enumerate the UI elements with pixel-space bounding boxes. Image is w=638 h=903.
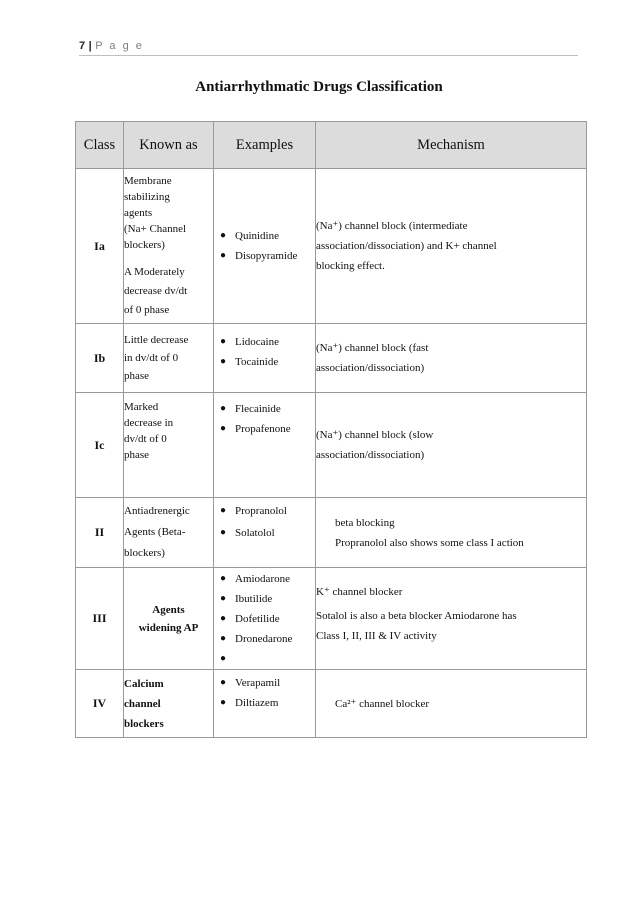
table-row (76, 393, 587, 498)
bullet-icon: ● (220, 230, 227, 241)
header-known-as: Known as (124, 122, 214, 169)
page-number: 7 (79, 40, 86, 52)
header-class: Class (76, 122, 124, 169)
page-label: P a g e (95, 40, 144, 52)
known-as-line: phase (124, 370, 150, 382)
bullet-icon: ● (220, 697, 227, 708)
examples-cell (214, 324, 316, 393)
mechanism-line: (Na⁺) channel block (slow (316, 429, 434, 441)
bullet-icon: ● (220, 677, 227, 688)
known-as-cell (124, 169, 214, 324)
header-examples: Examples (214, 122, 316, 169)
bullet-icon: ● (220, 423, 227, 434)
known-as-line: Little decrease (124, 334, 189, 346)
mechanism-line: blocking effect. (316, 260, 385, 272)
mechanism-line: Class I, II, III & IV activity (316, 630, 437, 642)
bullet-icon: ● (220, 612, 227, 624)
document-title: Antiarrhythmatic Drugs Classification (195, 79, 443, 95)
known-as-line: blockers) (124, 238, 165, 251)
example-name: Quinidine (235, 230, 279, 242)
known-as-line: Membrane (124, 174, 172, 187)
example-name: Diltiazem (235, 697, 279, 709)
bullet-icon: ● (220, 403, 227, 414)
known-as-line: Antiadrenergic (124, 505, 190, 517)
drug-classification-table (75, 121, 587, 738)
table-row (76, 324, 587, 393)
table-row (76, 169, 587, 324)
known-as-line: Marked (124, 401, 159, 413)
mechanism-line: association/dissociation) (316, 449, 425, 461)
example-name: Amiodarone (235, 572, 290, 585)
mechanism-line: Sotalol is also a beta blocker Amiodarone has (316, 610, 517, 622)
known-as-line: in dv/dt of 0 (124, 352, 179, 364)
header-rule (79, 55, 578, 56)
bullet-icon: ● (220, 572, 227, 584)
example-name: Disopyramide (235, 250, 298, 262)
bullet-icon: ● (220, 250, 227, 261)
mechanism-line: Ca²⁺ channel blocker (335, 697, 430, 710)
example-item (214, 332, 315, 352)
bullet-icon: ● (220, 527, 227, 538)
class-cell: Ia (76, 169, 124, 324)
class-cell: Ic (76, 393, 124, 498)
bullet-icon: ● (220, 632, 227, 644)
known-as-line: A Moderately (124, 265, 185, 278)
bullet-icon: ● (220, 592, 227, 604)
page-header (79, 40, 144, 52)
example-item (214, 226, 315, 246)
examples-cell (214, 169, 316, 324)
table-header-row (76, 122, 587, 169)
mechanism-cell (316, 670, 587, 738)
table-row (76, 670, 587, 738)
bullet-icon: ● (220, 336, 227, 347)
example-item (214, 609, 315, 629)
known-as-line: agents (124, 206, 153, 219)
example-item (214, 419, 315, 439)
example-name: Propafenone (235, 423, 291, 435)
known-as-line: of 0 phase (124, 303, 170, 316)
class-cell: IV (76, 670, 124, 738)
mechanism-line: (Na⁺) channel block (fast (316, 342, 429, 354)
example-item (214, 352, 315, 372)
class-cell: II (76, 498, 124, 568)
known-as-line: Agents (152, 603, 185, 616)
known-as-line: widening AP (138, 621, 199, 634)
known-as-line: phase (124, 449, 150, 461)
example-item (214, 523, 315, 543)
example-item (214, 246, 315, 266)
header-mechanism: Mechanism (316, 122, 587, 169)
known-as-cell (124, 568, 214, 670)
known-as-cell (124, 324, 214, 393)
example-item (214, 589, 315, 609)
mechanism-line: association/dissociation) (316, 362, 425, 374)
known-as-line: channel (124, 697, 161, 710)
mechanism-line: K⁺ channel blocker (316, 586, 403, 598)
known-as-line: Calcium (124, 677, 164, 690)
example-item (214, 649, 315, 669)
example-name: Tocainide (235, 356, 279, 368)
examples-cell (214, 498, 316, 568)
examples-cell (214, 670, 316, 738)
class-cell: III (76, 568, 124, 670)
known-as-cell (124, 393, 214, 498)
table-row (76, 568, 587, 670)
example-item (214, 569, 315, 589)
known-as-line: (Na+ Channel (124, 222, 187, 235)
example-item (214, 693, 315, 713)
examples-cell (214, 393, 316, 498)
example-item (214, 501, 315, 521)
known-as-line: decrease dv/dt (124, 284, 188, 297)
page-separator: | (88, 40, 93, 52)
example-item (214, 673, 315, 693)
known-as-line: stabilizing (124, 190, 170, 203)
mechanism-cell (316, 324, 587, 393)
known-as-line: decrease in (124, 417, 174, 429)
example-name: Propranolol (235, 505, 287, 517)
example-name: Dronedarone (235, 632, 293, 645)
mechanism-cell (316, 498, 587, 568)
mechanism-line: association/dissociation) and K+ channel (316, 240, 497, 252)
mechanism-line: beta blocking (335, 516, 395, 529)
bullet-icon: ● (220, 356, 227, 367)
mechanism-line: Propranolol also shows some class I action (335, 536, 524, 549)
example-name: Ibutilide (235, 592, 273, 605)
example-name: Dofetilide (235, 612, 280, 625)
mechanism-cell (316, 568, 587, 670)
examples-cell (214, 568, 316, 670)
example-name: Verapamil (235, 677, 281, 689)
known-as-line: blockers) (124, 547, 165, 559)
known-as-line: blockers (124, 717, 164, 730)
known-as-gap (124, 253, 213, 263)
bullet-icon: ● (220, 505, 227, 516)
mechanism-line: (Na⁺) channel block (intermediate (316, 220, 468, 232)
example-item (214, 399, 315, 419)
bullet-icon: ● (220, 652, 227, 664)
example-name: Lidocaine (235, 336, 279, 348)
example-item (214, 629, 315, 649)
known-as-cell (124, 498, 214, 568)
example-name: Solatolol (235, 527, 275, 539)
mechanism-cell (316, 169, 587, 324)
known-as-cell (124, 670, 214, 738)
mechanism-cell (316, 393, 587, 498)
known-as-line: dv/dt of 0 (124, 433, 167, 445)
example-name: Flecainide (235, 403, 281, 415)
known-as-line: Agents (Beta- (124, 526, 186, 538)
table-row (76, 498, 587, 568)
class-cell: Ib (76, 324, 124, 393)
